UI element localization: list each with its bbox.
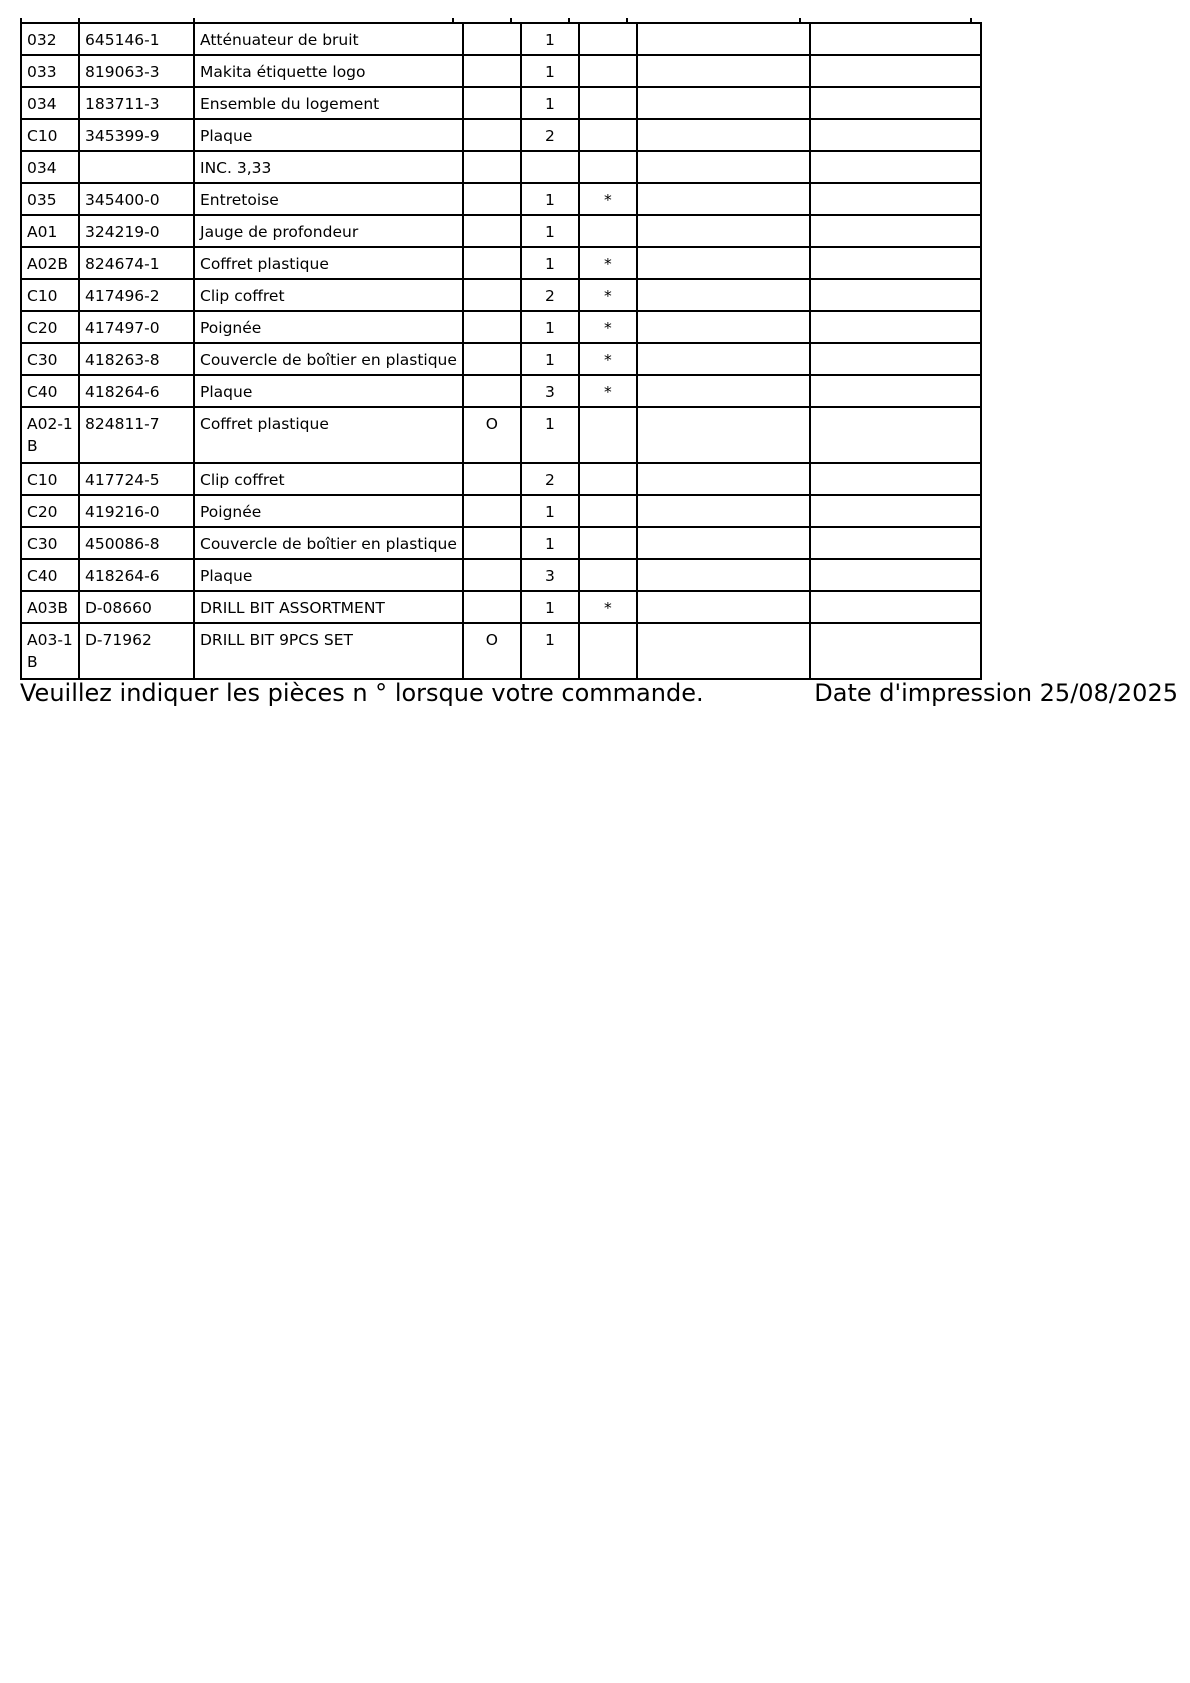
item-number-cell: C20 (21, 311, 79, 343)
part-number-cell: 345399-9 (79, 119, 194, 151)
table-row (21, 215, 981, 247)
note-cell (810, 87, 981, 119)
note-cell (637, 495, 810, 527)
item-number-cell: A02B (21, 247, 79, 279)
table-row (21, 463, 981, 495)
mark-cell (579, 559, 637, 591)
description-cell: Makita étiquette logo (194, 55, 463, 87)
note-cell (810, 495, 981, 527)
note-cell (810, 407, 981, 463)
note-cell (637, 343, 810, 375)
parts-table-body (21, 23, 981, 679)
option-cell (463, 55, 521, 87)
table-row (21, 311, 981, 343)
parts-table (20, 22, 982, 680)
option-cell (463, 119, 521, 151)
note-cell (810, 23, 981, 55)
description-cell: Couvercle de boîtier en plastique (194, 527, 463, 559)
mark-cell (579, 215, 637, 247)
quantity-cell: 1 (521, 343, 579, 375)
note-cell (810, 119, 981, 151)
option-cell (463, 559, 521, 591)
table-row (21, 87, 981, 119)
note-cell (637, 463, 810, 495)
description-cell: Atténuateur de bruit (194, 23, 463, 55)
description-cell: Jauge de profondeur (194, 215, 463, 247)
table-row (21, 23, 981, 55)
quantity-cell: 1 (521, 183, 579, 215)
table-row (21, 495, 981, 527)
quantity-cell: 2 (521, 279, 579, 311)
mark-cell: * (579, 279, 637, 311)
part-number-cell: 183711-3 (79, 87, 194, 119)
mark-cell: * (579, 183, 637, 215)
quantity-cell: 1 (521, 215, 579, 247)
quantity-cell: 1 (521, 623, 579, 679)
note-cell (810, 623, 981, 679)
item-number-cell: A02-1B (21, 407, 79, 463)
description-cell: Entretoise (194, 183, 463, 215)
item-number-cell: C40 (21, 375, 79, 407)
note-cell (637, 87, 810, 119)
description-cell: Clip coffret (194, 279, 463, 311)
part-number-cell: 418264-6 (79, 375, 194, 407)
note-cell (637, 151, 810, 183)
print-date: Date d'impression 25/08/2025 (814, 679, 1178, 707)
description-cell: Plaque (194, 375, 463, 407)
mark-cell: * (579, 375, 637, 407)
item-number-cell: C10 (21, 279, 79, 311)
note-cell (637, 591, 810, 623)
part-number-cell: D-08660 (79, 591, 194, 623)
description-cell: Plaque (194, 559, 463, 591)
part-number-cell: 418264-6 (79, 559, 194, 591)
note-cell (637, 527, 810, 559)
part-number-cell: 324219-0 (79, 215, 194, 247)
part-number-cell: 417497-0 (79, 311, 194, 343)
note-cell (637, 215, 810, 247)
part-number-cell: 824674-1 (79, 247, 194, 279)
order-instruction: Veuillez indiquer les pièces n ° lorsque votre commande. (20, 679, 704, 707)
item-number-cell: 035 (21, 183, 79, 215)
description-cell: INC. 3,33 (194, 151, 463, 183)
option-cell (463, 247, 521, 279)
table-row (21, 407, 981, 463)
table-row (21, 591, 981, 623)
description-cell: DRILL BIT 9PCS SET (194, 623, 463, 679)
mark-cell (579, 527, 637, 559)
item-number-cell: C10 (21, 463, 79, 495)
item-number-cell: C30 (21, 343, 79, 375)
option-cell (463, 495, 521, 527)
note-cell (810, 591, 981, 623)
quantity-cell: 1 (521, 87, 579, 119)
mark-cell: * (579, 343, 637, 375)
quantity-cell: 1 (521, 591, 579, 623)
part-number-cell (79, 151, 194, 183)
mark-cell: * (579, 591, 637, 623)
table-row (21, 279, 981, 311)
mark-cell (579, 463, 637, 495)
description-cell: Couvercle de boîtier en plastique (194, 343, 463, 375)
option-cell (463, 87, 521, 119)
note-cell (637, 279, 810, 311)
note-cell (637, 119, 810, 151)
option-cell (463, 591, 521, 623)
note-cell (637, 559, 810, 591)
table-row (21, 375, 981, 407)
quantity-cell: 1 (521, 55, 579, 87)
note-cell (810, 215, 981, 247)
part-number-cell: 819063-3 (79, 55, 194, 87)
note-cell (637, 375, 810, 407)
option-cell (463, 343, 521, 375)
note-cell (637, 311, 810, 343)
option-cell (463, 527, 521, 559)
note-cell (810, 527, 981, 559)
description-cell: Ensemble du logement (194, 87, 463, 119)
item-number-cell: A03-1B (21, 623, 79, 679)
mark-cell (579, 119, 637, 151)
quantity-cell: 1 (521, 495, 579, 527)
option-cell: O (463, 407, 521, 463)
mark-cell (579, 23, 637, 55)
table-row (21, 183, 981, 215)
quantity-cell: 2 (521, 119, 579, 151)
note-cell (810, 151, 981, 183)
quantity-cell: 3 (521, 375, 579, 407)
table-row (21, 151, 981, 183)
item-number-cell: 034 (21, 87, 79, 119)
item-number-cell: 032 (21, 23, 79, 55)
table-row (21, 343, 981, 375)
note-cell (810, 183, 981, 215)
description-cell: Poignée (194, 311, 463, 343)
description-cell: Plaque (194, 119, 463, 151)
mark-cell (579, 623, 637, 679)
mark-cell: * (579, 311, 637, 343)
quantity-cell: 1 (521, 247, 579, 279)
note-cell (637, 55, 810, 87)
option-cell (463, 375, 521, 407)
part-number-cell: 824811-7 (79, 407, 194, 463)
item-number-cell: C40 (21, 559, 79, 591)
table-row (21, 119, 981, 151)
item-number-cell: 034 (21, 151, 79, 183)
table-row (21, 527, 981, 559)
quantity-cell: 1 (521, 407, 579, 463)
description-cell: Coffret plastique (194, 407, 463, 463)
description-cell: DRILL BIT ASSORTMENT (194, 591, 463, 623)
note-cell (637, 183, 810, 215)
quantity-cell: 1 (521, 311, 579, 343)
part-number-cell: 345400-0 (79, 183, 194, 215)
mark-cell (579, 407, 637, 463)
part-number-cell: 450086-8 (79, 527, 194, 559)
quantity-cell: 2 (521, 463, 579, 495)
note-cell (637, 623, 810, 679)
part-number-cell: 419216-0 (79, 495, 194, 527)
table-row (21, 623, 981, 679)
option-cell (463, 183, 521, 215)
note-cell (810, 279, 981, 311)
part-number-cell: 417496-2 (79, 279, 194, 311)
note-cell (810, 375, 981, 407)
mark-cell (579, 495, 637, 527)
description-cell: Poignée (194, 495, 463, 527)
note-cell (637, 23, 810, 55)
note-cell (637, 247, 810, 279)
mark-cell (579, 55, 637, 87)
option-cell (463, 279, 521, 311)
option-cell: O (463, 623, 521, 679)
note-cell (637, 407, 810, 463)
mark-cell: * (579, 247, 637, 279)
item-number-cell: C30 (21, 527, 79, 559)
mark-cell (579, 87, 637, 119)
mark-cell (579, 151, 637, 183)
item-number-cell: C10 (21, 119, 79, 151)
table-row (21, 559, 981, 591)
description-cell: Clip coffret (194, 463, 463, 495)
quantity-cell (521, 151, 579, 183)
note-cell (810, 463, 981, 495)
quantity-cell: 3 (521, 559, 579, 591)
item-number-cell: 033 (21, 55, 79, 87)
item-number-cell: C20 (21, 495, 79, 527)
option-cell (463, 215, 521, 247)
note-cell (810, 311, 981, 343)
note-cell (810, 343, 981, 375)
note-cell (810, 559, 981, 591)
table-row (21, 247, 981, 279)
item-number-cell: A01 (21, 215, 79, 247)
note-cell (810, 55, 981, 87)
option-cell (463, 151, 521, 183)
part-number-cell: 645146-1 (79, 23, 194, 55)
quantity-cell: 1 (521, 23, 579, 55)
part-number-cell: 418263-8 (79, 343, 194, 375)
quantity-cell: 1 (521, 527, 579, 559)
option-cell (463, 463, 521, 495)
item-number-cell: A03B (21, 591, 79, 623)
note-cell (810, 247, 981, 279)
part-number-cell: D-71962 (79, 623, 194, 679)
description-cell: Coffret plastique (194, 247, 463, 279)
part-number-cell: 417724-5 (79, 463, 194, 495)
option-cell (463, 23, 521, 55)
option-cell (463, 311, 521, 343)
table-row (21, 55, 981, 87)
